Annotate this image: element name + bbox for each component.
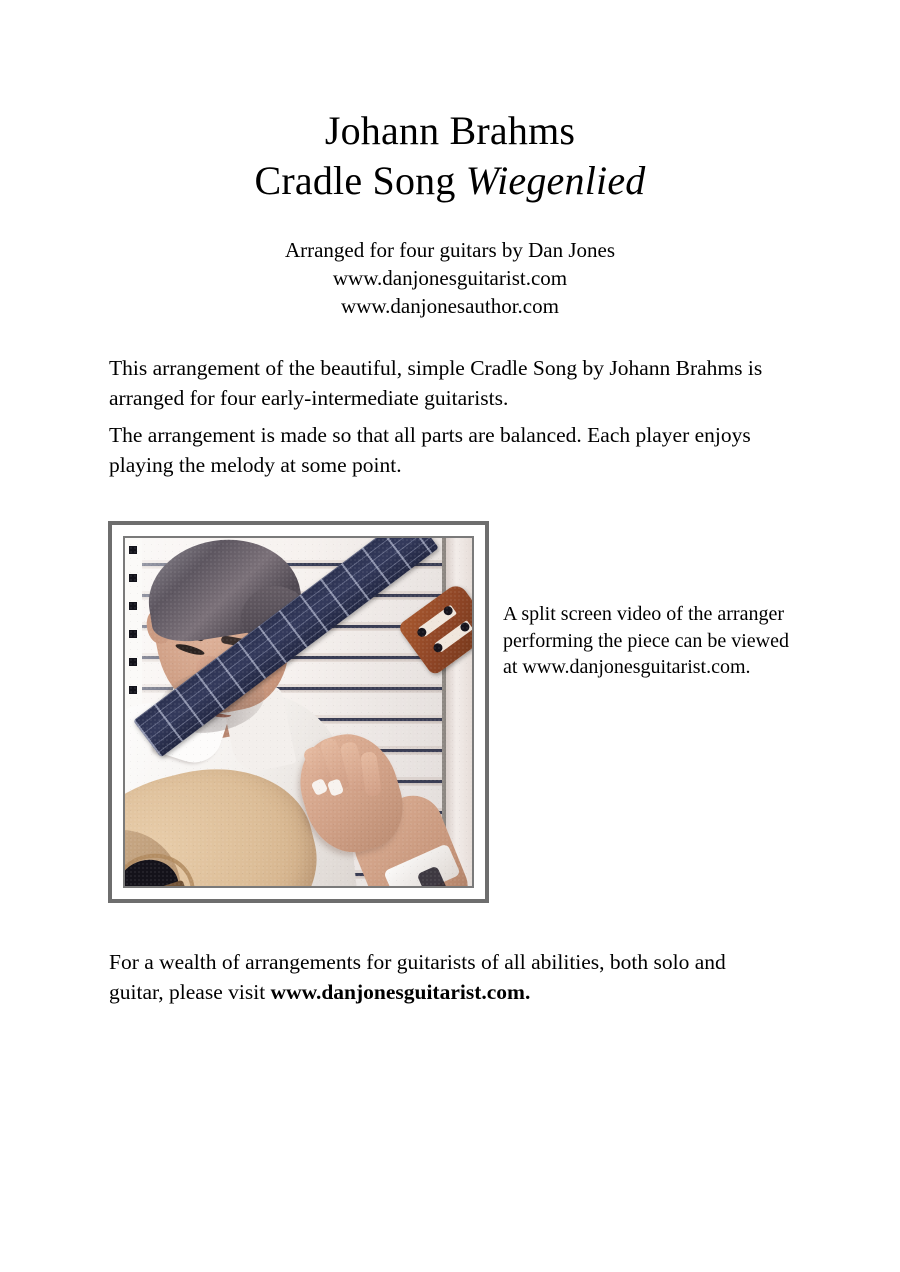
- closing-paragraph-url[interactable]: www.danjonesguitarist.com.: [270, 980, 531, 1004]
- arranger-credit: Arranged for four guitars by Dan Jones: [284, 238, 616, 262]
- video-caption: A split screen video of the arranger performing the piece can be viewed at www.danjonesguitarist.com.: [503, 603, 789, 679]
- closing-paragraph: [109, 947, 779, 1007]
- title-line-composer: Johann Brahms: [324, 108, 576, 153]
- website-primary[interactable]: www.danjonesguitarist.com: [332, 266, 568, 290]
- guitarist-photograph: [125, 538, 472, 886]
- work-title-german: Wiegenlied: [465, 158, 646, 203]
- photo-inner-border: [123, 536, 474, 888]
- website-secondary[interactable]: www.danjonesauthor.com: [341, 294, 559, 318]
- photo-frame: [108, 521, 489, 903]
- closing-paragraph-text: For a wealth of arrangements for guitarists of all abilities, both solo and guitar, please visit: [109, 950, 726, 1004]
- subtitle-block: [0, 236, 900, 320]
- intro-paragraph-2: The arrangement is made so that all parts are balanced. Each player enjoys playing the melody at some point.: [109, 423, 751, 477]
- title-block: [0, 106, 900, 206]
- intro-paragraph-1: This arrangement of the beautiful, simple Cradle Song by Johann Brahms is arranged for four early-intermediate guitarists.: [109, 356, 763, 410]
- title-line-work: [0, 156, 900, 206]
- work-title-english: Cradle Song: [254, 158, 466, 203]
